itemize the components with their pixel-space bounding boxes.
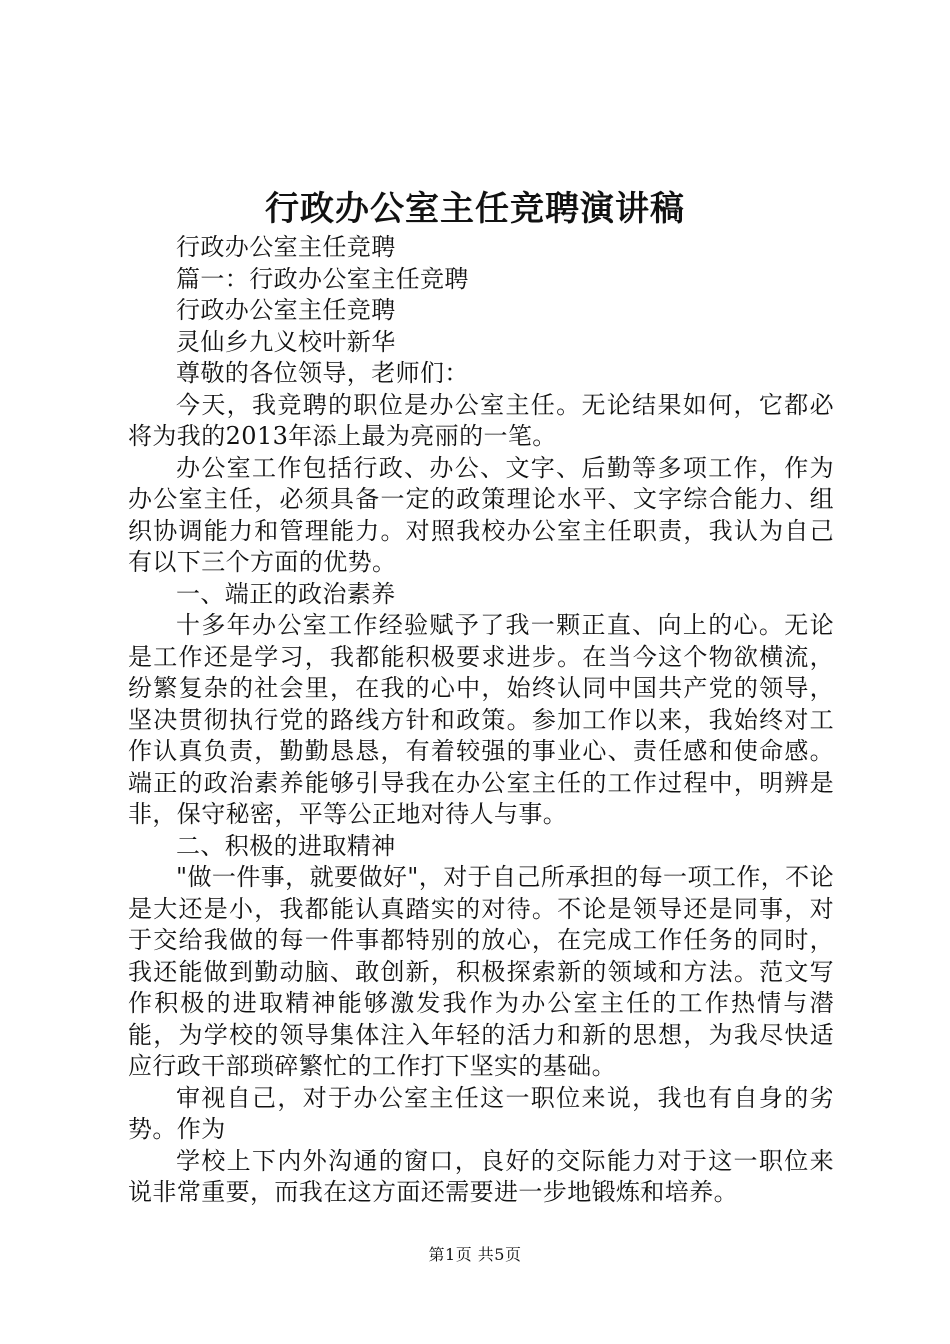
section-heading: 二、积极的进取精神 [176,831,396,860]
paragraph: 行政办公室主任竞聘 [176,233,396,261]
section-heading: 一、端正的政治素养 [176,579,396,608]
paragraph: 灵仙乡九义校叶新华 [176,327,396,356]
page-footer: 第1页 共5页 [428,1245,522,1264]
paragraph: 尊敬的各位领导，老师们： [176,359,469,387]
paragraph: 今天，我竞聘的职位是办公室主任。无论结果如何，它都必将为我的2013年添上最为亮丽的一笔。 [128,390,834,450]
paragraph: 十多年办公室工作经验赋予了我一颗正直、向上的心。无论是工作还是学习，我都能积极要求进步。在当今这个物欲横流，纷繁复杂的社会里，在我的心中，始终认同中国共产党的领导，坚决贯彻执行党的路线方针和政策。参加工作以来，我始终对工作认真负责，勤勤恳恳，有着较强的事业心、责任感和使命感。端正的政治素养能够引导我在办公室主任的工作过程中，明辨是非，保守秘密，平等公正地对待人与事。 [128,611,834,828]
paragraph: 审视自己，对于办公室主任这一职位来说，我也有自身的劣势。作为 [128,1083,834,1143]
paragraph: 行政办公室主任竞聘 [176,296,396,324]
paragraph: "做一件事，就要做好"，对于自己所承担的每一项工作，不论是大还是小，我都能认真踏实的对待。不论是领导还是同事，对于交给我做的每一件事都特别的放心，在完成工作任务的同时，我还能做到勤动脑、敢创新，积极探索新的领域和方法。范文写作积极的进取精神能够激发我作为办公室主任的工作热情与潜能，为学校的领导集体注入年轻的活力和新的思想，为我尽快适应行政干部琐碎繁忙的工作打下坚实的基础。 [128,863,834,1080]
paragraph: 学校上下内外沟通的窗口，良好的交际能力对于这一职位来说非常重要，而我在这方面还需要进一步地锻炼和培养。 [128,1146,834,1206]
document-title: 行政办公室主任竞聘演讲稿 [265,189,685,229]
paragraph: 办公室工作包括行政、办公、文字、后勤等多项工作，作为办公室主任，必须具备一定的政策理论水平、文字综合能力、组织协调能力和管理能力。对照我校办公室主任职责，我认为自己有以下三个方面的优势。 [128,453,834,576]
paragraph: 篇一：行政办公室主任竞聘 [176,264,469,293]
document-body [128,232,834,1209]
